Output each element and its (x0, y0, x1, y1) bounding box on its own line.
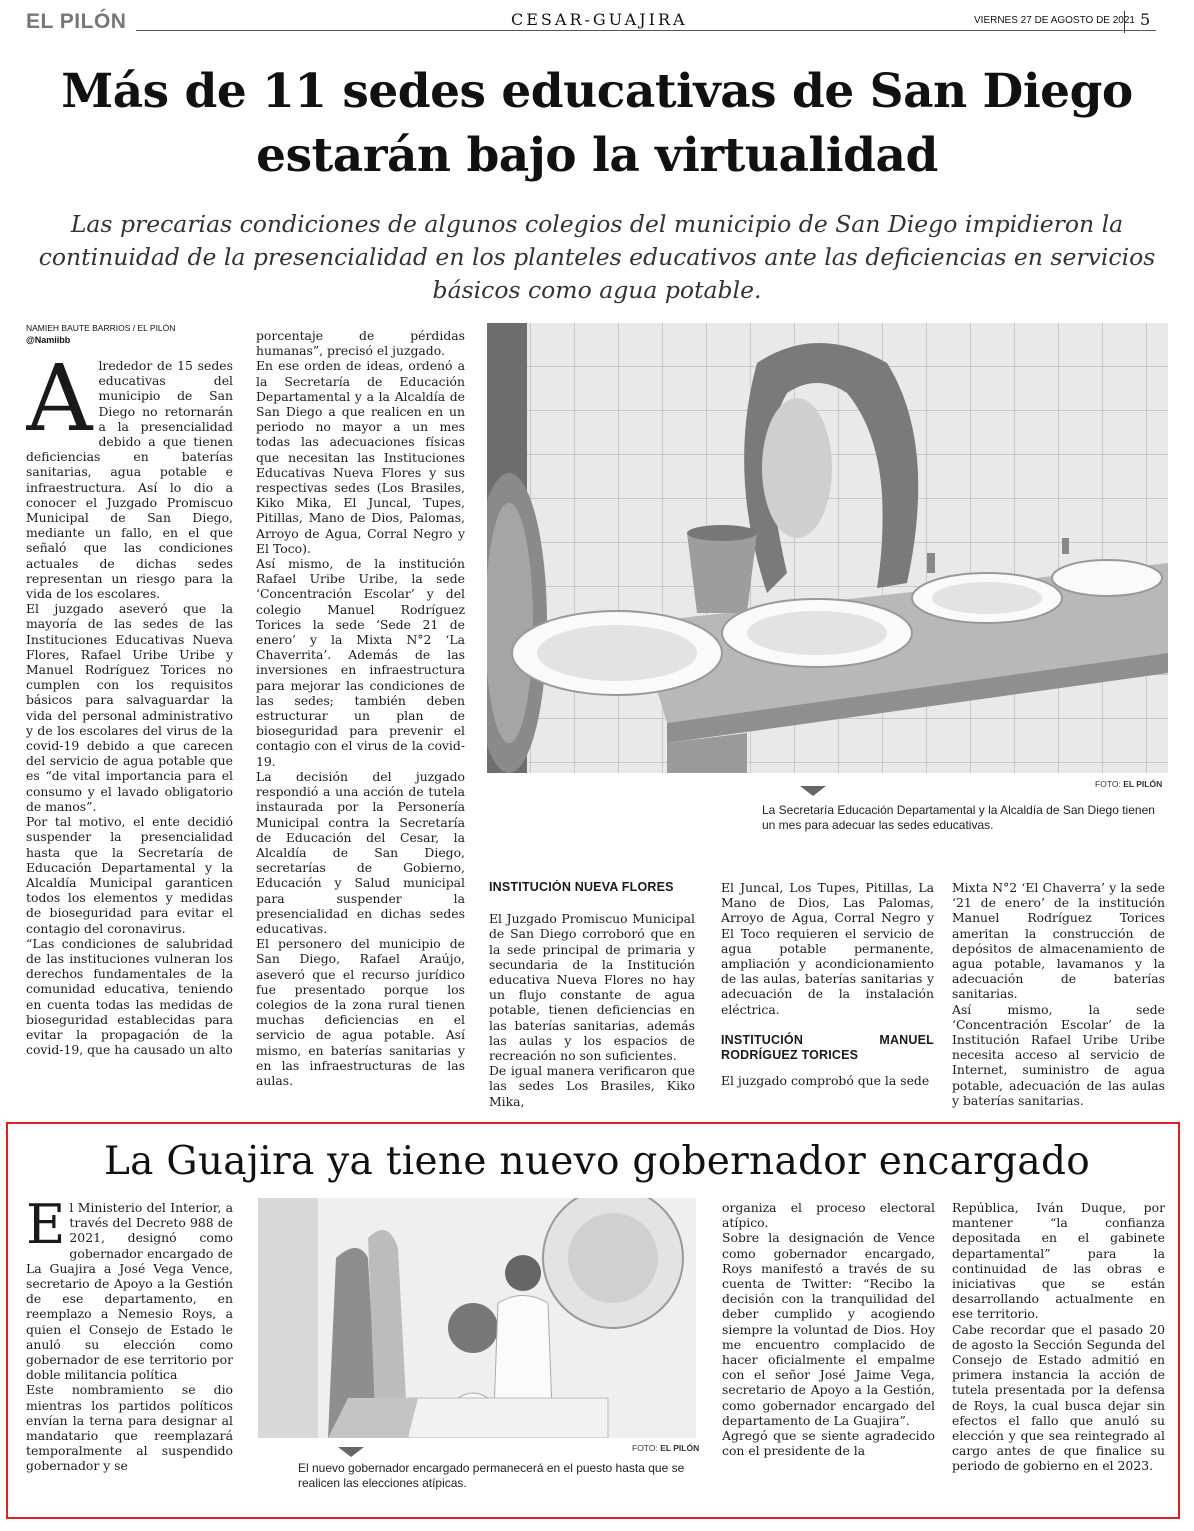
article1-photo-caption: La Secretaría Educación Departamental y la Alcaldía de San Diego tienen un mes para adecuar las sedes educativas. (762, 803, 1155, 832)
page-number: 5 (1140, 10, 1151, 29)
dropcap: A (26, 358, 93, 452)
dropcap: E (26, 1200, 66, 1256)
header-divider (1124, 11, 1125, 33)
bathroom-sinks-illustration (487, 323, 1168, 773)
paragraph: El personero del municipio de San Diego, Rafael Araújo, aseveró que el recurso jurídico fue presentado porque los colegios de la zona rural tienen muchas deficiencias en el servicio de agua potable. Así mismo, en baterías sanitarias y en las infraestructuras de las aulas. (256, 936, 465, 1088)
article1-column-3 (489, 880, 695, 1116)
article2-photo-credit: FOTO: EL PILÓN (632, 1443, 700, 1453)
article1-column-2 (256, 328, 465, 1118)
section-name: CESAR-GUAJIRA (505, 10, 694, 29)
article1-headline: Más de 11 sedes educativas de San Diego estarán bajo la virtualidad (61, 64, 1133, 183)
article2-headline: La Guajira ya tiene nuevo gobernador encargado (103, 1139, 1091, 1184)
paragraph: De igual manera verificaron que las sedes Los Brasiles, Kiko Mika, (489, 1063, 695, 1109)
paragraph: El Juzgado Promiscuo Municipal de San Diego corroboró que en la sede principal de primaria y secundaria de la Institución educativa Nueva Flores no hay un flujo constante de agua potable, tienen deficiencias en las baterías sanitarias, además las aulas y los espacios de recreación no son suficientes. (489, 911, 695, 1064)
article1-column-4 (721, 880, 934, 1116)
paragraph: l Ministerio del Interior, a través del Decreto 988 de 2021, designó como gobernador encargado de La Guajira a José Vega Vence, secretario de Apoyo a la Gestión de ese departamento, en reemplazo a Nemesio Roys, a quien el Consejo de Estado le anuló su elección como gobernador de ese territorio por doble militancia política (26, 1200, 233, 1383)
paragraph: Cabe recordar que el pasado 20 de agosto la Sección Segunda del Consejo de Estado admitió en primera instancia la acción de tutela presentada por la defensa de Roys, la cual busca dejar sin efectos el fallo que anuló su elección y que sea reintegrado al cargo antes de que finalice su periodo de gobierno en el 2023. (952, 1321, 1165, 1474)
article1-photo (487, 323, 1168, 773)
paragraph: porcentaje de pérdidas humanas”, precisó el juzgado. (256, 328, 465, 359)
article2-column-1 (26, 1200, 233, 1505)
triangle-down-icon (800, 786, 826, 796)
paragraph: En ese orden de ideas, ordenó a la Secretaría de Educación Departamental y a la Alcaldía de San Diego a que realicen en un periodo no mayor a un mes todas las adecuaciones físicas que necesitan las Instituciones Educativas Nueva Flores y sus respectivas sedes (Los Brasiles, Kiko Mika, El Juncal, Tupes, Pitillas, Mano de Dios, Palomas, Arroyo de Agua, Corral Negro y El Toco). (256, 358, 465, 556)
paragraph: Agregó que se siente agradecido con el presidente de la (722, 1428, 935, 1459)
article2-photo (258, 1198, 696, 1438)
masthead-logo: EL PILÓN (26, 10, 127, 33)
paragraph: Por tal motivo, el ente decidió suspender la presencialidad hasta que la Secretaría de Educación Departamental y la Alcaldía Municipal garanticen todos los elementos y medidas de bioseguridad para evitar el contagio del coronavirus. (26, 814, 233, 936)
paragraph: El juzgado aseveró que la mayoría de las sedes de las Instituciones Educativas Nueva Flores, Rafael Uribe Uribe y Manuel Rodríguez Torices no cumplen con los requisitos básicos para salvaguardar la vida del personal administrativo y de los escolares del virus de la covid-19 debido a que carecen del servicio de agua potable que es “de vital importancia para el consumo y el lavado obligatorio de manos”. (26, 601, 233, 814)
governor-office-illustration (258, 1198, 696, 1438)
article1-deck: Las precarias condiciones de algunos colegios del municipio de San Diego impidieron la continuidad de la presencialidad en los planteles educativos ante las deficiencias en servicios básicos como agua potable. (38, 210, 1156, 304)
article2-column-3 (722, 1200, 935, 1505)
article1-column-5 (952, 880, 1165, 1116)
paragraph: “Las condiciones de salubridad de las instituciones vulneran los derechos fundamentales de la comunidad educativa, teniendo en cuenta todas las medidas de bioseguridad establecidas para evitar la propagación de la covid-19, que ha causado un alto (26, 935, 233, 1058)
header-rule (136, 30, 1156, 31)
paragraph: organiza el proceso electoral atípico. (722, 1200, 935, 1231)
byline: NAMIEH BAUTE BARRIOS / EL PILÓN (26, 323, 176, 333)
article1-photo-credit: FOTO: EL PILÓN (1095, 779, 1163, 789)
article1-column-1 (26, 358, 233, 1118)
paragraph: República, Iván Duque, por mantener “la confianza depositada en el gabinete departamental” para la continuidad de las obras e iniciativas que se están desarrollando actualmente en ese territorio. (952, 1200, 1165, 1322)
paragraph: Así mismo, la sede ‘Concentración Escolar’ de la Institución Rafael Uribe Uribe necesita acceso al servicio de Internet, suministro de agua potable, adecuación de las aulas y baterías sanitarias. (952, 1001, 1165, 1108)
paragraph: Este nombramiento se dio mientras los partidos políticos envían la terna para designar al mandatario que reemplazará temporalmente al suspendido gobernador y se (26, 1382, 233, 1474)
issue-date: VIERNES 27 DE AGOSTO DE 2021 (970, 15, 1139, 26)
subhead: INSTITUCIÓN MANUEL RODRÍGUEZ TORICES (721, 1032, 934, 1062)
subhead: INSTITUCIÓN NUEVA FLORES (489, 880, 674, 894)
triangle-down-icon (338, 1447, 364, 1457)
article2-column-4 (952, 1200, 1165, 1505)
paragraph: El juzgado comprobó que la sede (721, 1072, 930, 1088)
paragraph: El Juncal, Los Tupes, Pitillas, La Mano de Dios, Las Palomas, Arroyo de Agua, Corral Negro y El Toco requieren el servicio de agua potable permanente, ampliación y acondicionamiento de las aulas, baterías sanitarias y adecuación de la instalación eléctrica. (721, 880, 934, 1017)
paragraph: La decisión del juzgado respondió a una acción de tutela instaurada por la Personería Municipal contra la Secretaría de Educación del Cesar, la Alcaldía de San Diego, secretarías de Gobierno, Educación y Salud municipal para suspender la presencialidad en dichas sedes educativas. (256, 768, 465, 936)
byline-handle: @Namiibb (26, 335, 71, 345)
article2-photo-caption: El nuevo gobernador encargado permanecerá en el puesto hasta que se realicen las elecciones atípicas. (298, 1461, 685, 1490)
paragraph: lrededor de 15 sedes educativas del municipio de San Diego no retornarán a la presencialidad debido a que tienen deficiencias en baterías sanitarias, agua potable e infraestructura. Así lo dio a conocer el Juzgado Promiscuo Municipal de San Diego, mediante un fallo, en el que señaló que las condiciones actuales de dichas sedes representan un riesgo para la vida de los escolares. (26, 358, 233, 602)
paragraph: Mixta N°2 ‘El Chaverra’ y la sede ‘21 de enero’ de la institución Manuel Rodríguez Torices ameritan la construcción de depósitos de almacenamiento de agua potable, lavamanos y la adecuación de baterías sanitarias. (952, 880, 1165, 1002)
paragraph: Así mismo, de la institución Rafael Uribe Uribe, la sede ‘Concentración Escolar’ y del colegio Manuel Rodríguez Torices la sede ‘Sede 21 de enero’ y la Mixta N°2 ‘La Chaverrita’. Además de las inversiones en infraestructura para mejorar las condiciones de las sedes; también deben estructurar un plan de bioseguridad para prevenir el contagio con el virus de la covid-19. (256, 556, 465, 769)
paragraph: Sobre la designación de Vence como gobernador encargado, Roys manifestó a través de su cuenta de Twitter: “Recibo la decisión con la tranquilidad del deber cumplido y acogiendo siempre la voluntad de Dios. Hoy me encuentro complacido de hacer oficialmente el empalme con el señor José Jaime Vega, secretario de Apoyo a la Gestión, como gobernador encargado del departamento de La Guajira”. (722, 1230, 935, 1428)
